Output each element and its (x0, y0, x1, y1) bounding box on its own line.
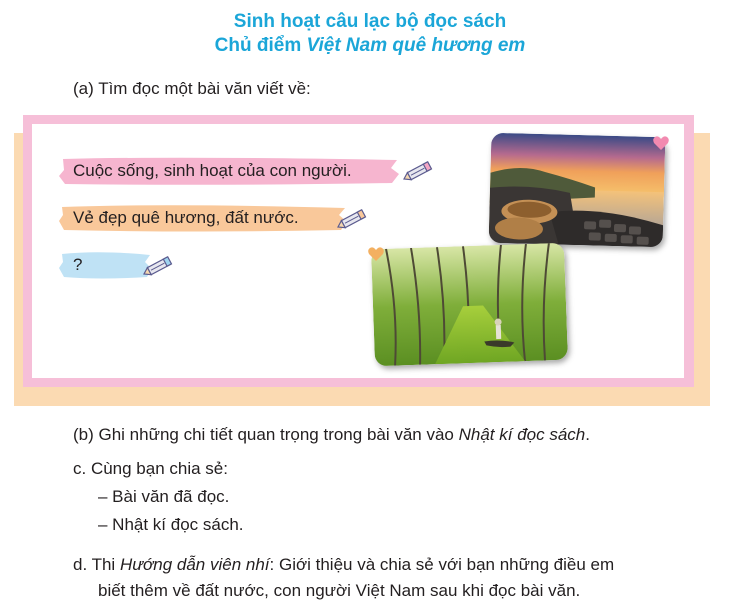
part-c-item: – Nhật kí đọc sách. (98, 515, 244, 534)
part-c-item: – Bài văn đã đọc. (98, 487, 230, 506)
pencil-icon (142, 255, 176, 277)
topic-pill-beauty (59, 203, 349, 233)
topic-label: Cuộc sống, sinh hoạt của con người. (73, 161, 352, 180)
part-c-text: c. Cùng bạn chia sẻ: (73, 459, 228, 478)
coast-sunset-photo (489, 133, 666, 248)
part-d-text-line2: biết thêm về đất nước, con người Việt Nam sau khi đọc bài văn. (98, 581, 581, 600)
page-title: Sinh hoạt câu lạc bộ đọc sách (233, 11, 507, 32)
topic-label: ? (73, 255, 83, 274)
page-subtitle: Chủ điểm Việt Nam quê hương em (214, 35, 526, 56)
topic-pill-other (59, 250, 154, 280)
pencil-icon (336, 208, 370, 230)
part-b-text: (b) Ghi những chi tiết quan trọng trong bài văn vào Nhật kí đọc sách. (73, 425, 590, 444)
mangrove-forest-photo (371, 243, 568, 367)
coast-sunset-image (489, 133, 666, 248)
heart-pin-icon (367, 245, 385, 263)
heart-pin-icon (652, 134, 670, 152)
pencil-icon (402, 160, 436, 182)
part-a-text: (a) Tìm đọc một bài văn viết về: (73, 79, 311, 98)
mangrove-forest-image (371, 243, 568, 367)
topic-pill-life (59, 156, 401, 186)
topic-label: Vẻ đẹp quê hương, đất nước. (73, 208, 299, 227)
part-d-text: d. Thi Hướng dẫn viên nhí: Giới thiệu và chia sẻ với bạn những điều em (73, 555, 615, 574)
